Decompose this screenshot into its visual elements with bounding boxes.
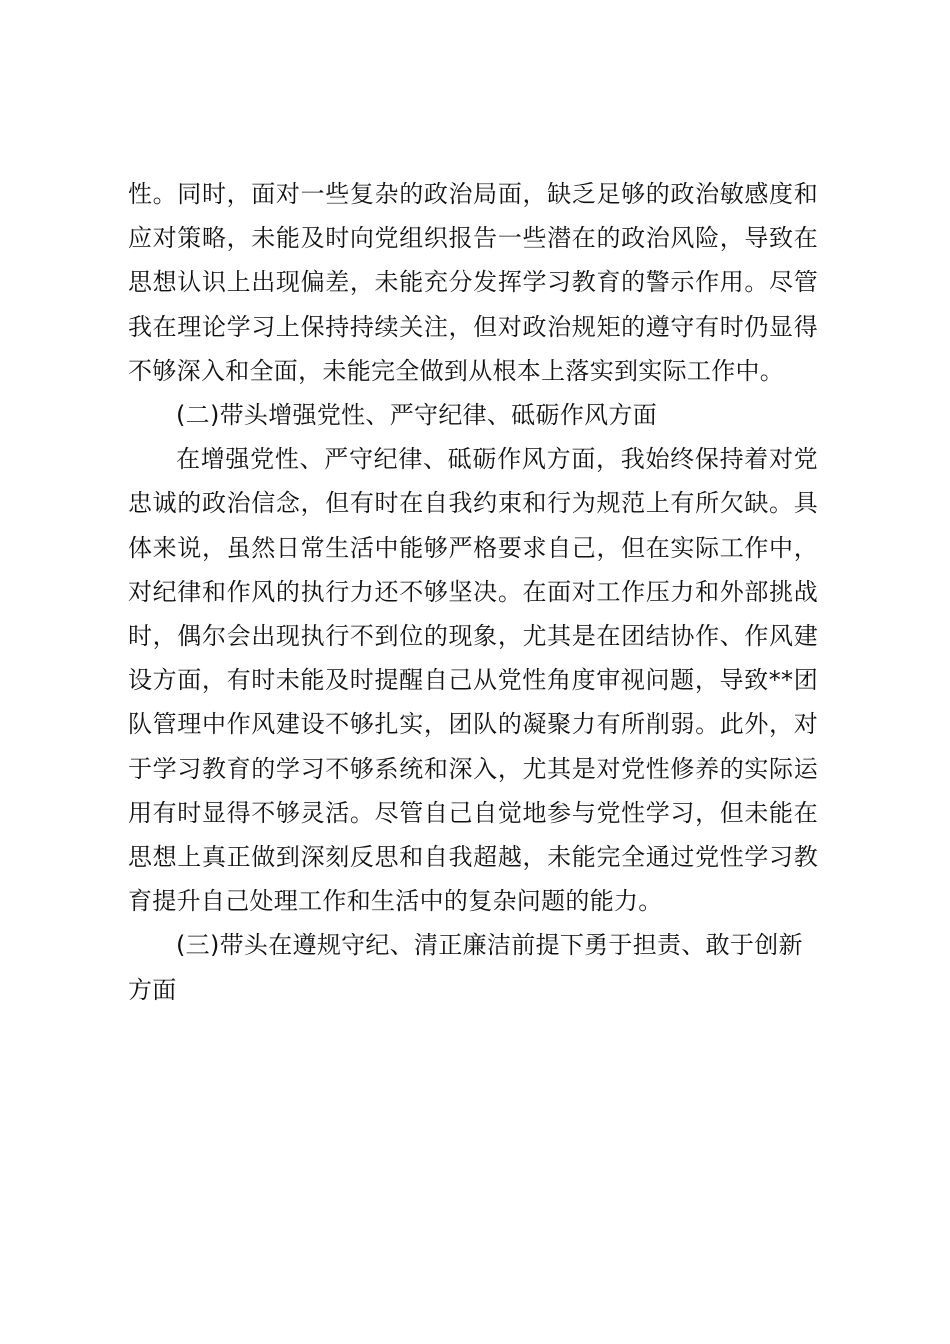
section-2-heading: (二)带头增强党性、严守纪律、砥砺作风方面 — [176, 401, 658, 430]
document-body — [128, 172, 818, 1012]
section-3-heading: (三)带头在遵规守纪、清正廉洁前提下勇于担责、敢于创新方面 — [128, 931, 803, 1004]
continuation-paragraph: 性。同时，面对一些复杂的政治局面，缺乏足够的政治敏感度和应对策略，未能及时向党组织报告一些潜在的政治风险，导致在思想认识上出现偏差，未能充分发挥学习教育的警示作用。尽管我在理论学习上保持持续关注，但对政治规矩的遵守有时仍显得不够深入和全面，未能完全做到从根本上落实到实际工作中。 — [128, 180, 818, 385]
section-2-paragraph: 在增强党性、严守纪律、砥砺作风方面，我始终保持着对党忠诚的政治信念，但有时在自我约束和行为规范上有所欠缺。具体来说，虽然日常生活中能够严格要求自己，但在实际工作中，对纪律和作风的执行力还不够坚决。在面对工作压力和外部挑战时，偶尔会出现执行不到位的现象，尤其是在团结协作、作风建设方面，有时未能及时提醒自己从党性角度审视问题，导致**团队管理中作风建设不够扎实，团队的凝聚力有所削弱。此外，对于学习教育的学习不够系统和深入，尤其是对党性修养的实际运用有时显得不够灵活。尽管自己自觉地参与党性学习，但未能在思想上真正做到深刻反思和自我超越，未能完全通过党性学习教育提升自己处理工作和生活中的复杂问题的能力。 — [128, 445, 818, 916]
